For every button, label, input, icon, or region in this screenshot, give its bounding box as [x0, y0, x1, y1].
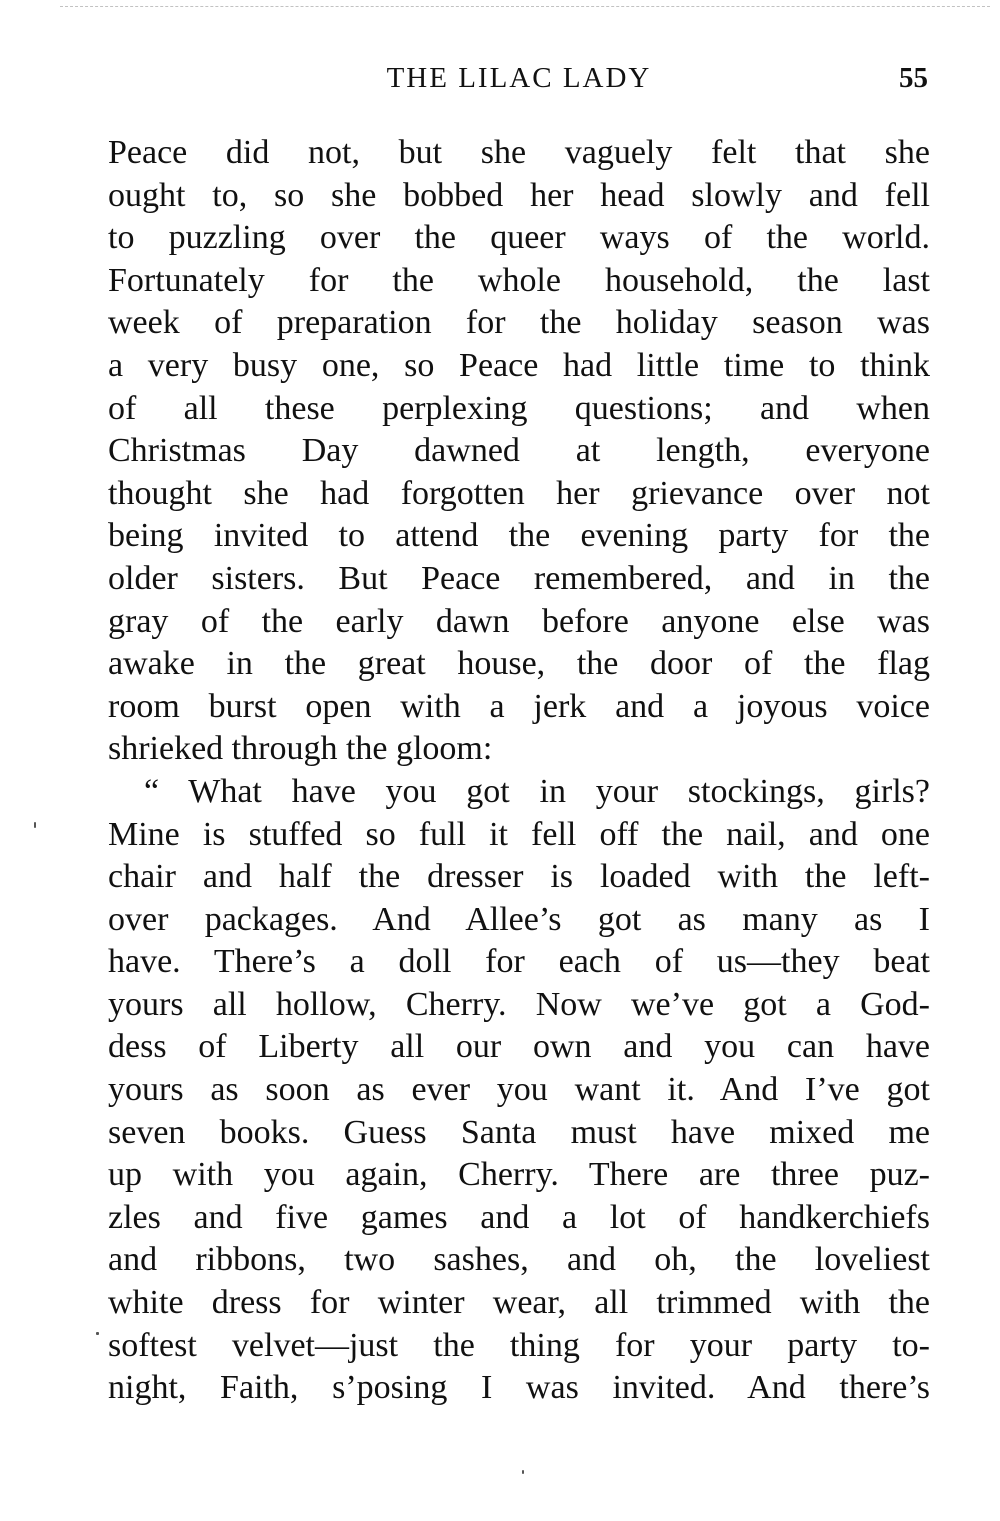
text-line: shrieked through the gloom:	[108, 730, 493, 768]
running-title: THE LILAC LADY	[386, 62, 652, 94]
text-line: have. There’s a doll for each of us—they beat	[108, 943, 930, 981]
scan-speck	[522, 1470, 524, 1474]
text-line: softest velvet—just the thing for your party to-	[108, 1326, 930, 1364]
text-line: gray of the early dawn before anyone else was	[108, 602, 930, 640]
text-line: being invited to attend the evening party for the	[108, 517, 930, 555]
scan-speck	[96, 1332, 99, 1335]
text-line: a very busy one, so Peace had little time to think	[108, 346, 930, 384]
running-head	[108, 56, 930, 100]
text-line: chair and half the dresser is loaded with the left-	[108, 858, 930, 896]
text-line: thought she had forgotten her grievance over not	[108, 474, 930, 512]
text-line: Mine is stuffed so full it fell off the nail, and one	[108, 815, 930, 853]
text-line: and ribbons, two sashes, and oh, the loveliest	[108, 1241, 930, 1279]
text-line: night, Faith, s’posing I was invited. And there’s	[108, 1369, 930, 1407]
text-line: Christmas Day dawned at length, everyone	[108, 432, 930, 470]
text-line: yours all hollow, Cherry. Now we’ve got a God-	[108, 985, 930, 1023]
text-line: older sisters. But Peace remembered, and in the	[108, 559, 930, 597]
scan-speck	[34, 822, 36, 828]
text-line: zles and five games and a lot of handkerchiefs	[108, 1198, 930, 1236]
text-line: of all these perplexing questions; and when	[108, 389, 930, 427]
text-line: awake in the great house, the door of the flag	[108, 645, 930, 683]
text-line: ought to, so she bobbed her head slowly and fell	[108, 176, 930, 214]
text-line: Fortunately for the whole household, the last	[108, 261, 930, 299]
text-line: to puzzling over the queer ways of the world.	[108, 219, 930, 257]
text-line: Peace did not, but she vaguely felt that she	[108, 134, 930, 171]
text-line: white dress for winter wear, all trimmed with the	[108, 1284, 930, 1322]
text-line: seven books. Guess Santa must have mixed me	[108, 1113, 930, 1151]
scan-edge-rule	[60, 6, 990, 7]
text-line: “ What have you got in your stockings, girls?	[144, 772, 930, 810]
text-line: over packages. And Allee’s got as many as I	[108, 900, 930, 938]
text-line: up with you again, Cherry. There are three puz-	[108, 1156, 930, 1194]
text-line: room burst open with a jerk and a joyous voice	[108, 687, 930, 725]
page-number: 55	[899, 62, 928, 94]
text-line: dess of Liberty all our own and you can have	[108, 1028, 930, 1066]
body-text	[108, 132, 930, 1410]
text-line: yours as soon as ever you want it. And I’ve got	[108, 1071, 930, 1109]
text-line: week of preparation for the holiday season was	[108, 304, 930, 342]
